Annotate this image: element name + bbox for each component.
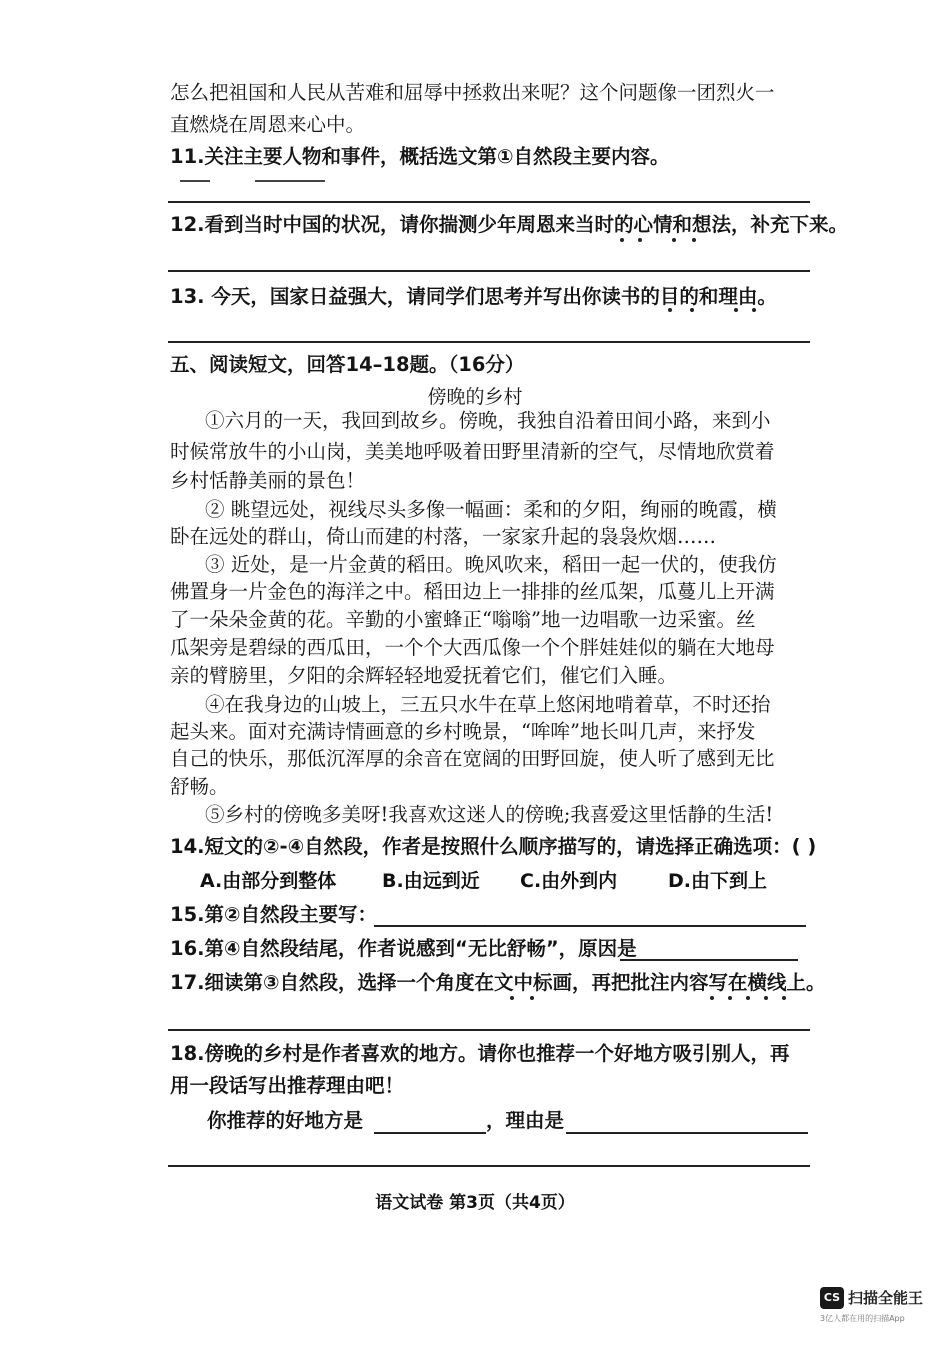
passage-line: 佛置身一片金色的海洋之中。稻田边上一排排的丝瓜架，瓜蔓儿上开满 <box>170 580 775 603</box>
scan-mark <box>180 180 210 182</box>
option-a[interactable]: A.由部分到整体 <box>200 870 337 892</box>
emphasis-dot <box>782 996 786 1000</box>
option-c[interactable]: C.由外到内 <box>520 870 618 892</box>
section-5-heading: 五、阅读短文，回答14–18题。（16分） <box>170 353 525 376</box>
question-18-line-2: 用一段话写出推荐理由吧！ <box>170 1074 405 1097</box>
question-18-line-1: 18.傍晚的乡村是作者喜欢的地方。请你也推荐一个好地方吸引别人，再 <box>170 1042 790 1065</box>
emphasis-dot <box>530 996 534 1000</box>
q18-fill-prompt-b: ，理由是 <box>486 1109 565 1132</box>
passage-line: ⑤乡村的傍晚多美呀!我喜欢这迷人的傍晚;我喜爱这里恬静的生活! <box>205 803 774 826</box>
answer-line-q15[interactable] <box>374 925 806 927</box>
scan-mark <box>255 180 325 182</box>
emphasis-dot <box>710 996 714 1000</box>
question-15: 15.第②自然段主要写： <box>170 903 378 926</box>
passage-line: 舒畅。 <box>170 775 229 798</box>
answer-line-q13[interactable] <box>168 341 810 343</box>
answer-line-q18-extra[interactable] <box>168 1165 810 1167</box>
emphasis-dot <box>620 238 624 242</box>
emphasis-dot <box>672 238 676 242</box>
emphasis-dot <box>690 308 694 312</box>
passage-line: 卧在远处的群山，倚山而建的村落，一家家升起的袅袅炊烟…… <box>170 525 717 548</box>
emphasis-dot <box>764 996 768 1000</box>
page-footer: 语文试卷 第3页（共4页） <box>375 1193 575 1213</box>
question-14: 14.短文的②-④自然段，作者是按照什么顺序描写的，请选择正确选项：( ) <box>170 835 817 858</box>
passage-line: 时候常放牛的小山岗，美美地呼吸着田野里清新的空气，尽情地欣赏着 <box>170 440 775 463</box>
passage-line: 自己的快乐，那低沉浑厚的余音在宽阔的田野回旋，使人听了感到无比 <box>170 747 775 770</box>
emphasis-dot <box>692 238 696 242</box>
passage-line: 乡村恬静美丽的景色！ <box>170 469 366 492</box>
passage-continued-line-1: 怎么把祖国和人民从苦难和屈辱中拯救出来呢？这个问题像一团烈火一 <box>170 81 775 104</box>
emphasis-dot <box>728 996 732 1000</box>
passage-line: ④在我身边的山坡上，三五只水牛在草上悠闲地啃着草，不时还抬 <box>205 693 771 716</box>
emphasis-dot <box>668 308 672 312</box>
emphasis-dot <box>638 238 642 242</box>
question-17: 17.细读第③自然段，选择一个角度在文中标画，再把批注内容写在横线上。 <box>170 971 826 994</box>
passage-line: ①六月的一天，我回到故乡。傍晚，我独自沿着田间小路，来到小 <box>205 409 771 432</box>
passage-line: 瓜架旁是碧绿的西瓜田，一个个大西瓜像一个个胖娃娃似的躺在大地母 <box>170 636 775 659</box>
passage-line: ③ 近处，是一片金黄的稻田。晚风吹来，稻田一起一伏的，使我仿 <box>205 553 777 576</box>
passage-line: ② 眺望远处，视线尽头多像一幅画：柔和的夕阳，绚丽的晚霞，横 <box>205 498 777 521</box>
answer-line-q16[interactable] <box>620 959 798 961</box>
answer-line-q12[interactable] <box>168 270 810 272</box>
passage-line: 了一朵朵金黄的花。辛勤的小蜜蜂正“嗡嗡”地一边唱歌一边采蜜。丝 <box>170 608 756 631</box>
camscanner-logo-icon: CS <box>820 1287 844 1309</box>
emphasis-dot <box>510 996 514 1000</box>
emphasis-dot <box>734 308 738 312</box>
passage-line: 亲的臂膀里，夕阳的余辉轻轻地爱抚着它们，催它们入睡。 <box>170 664 678 687</box>
answer-line-q18-reason[interactable] <box>566 1132 808 1134</box>
answer-line-q11[interactable] <box>168 201 810 203</box>
question-13: 13. 今天，国家日益强大，请同学们思考并写出你读书的目的和理由。 <box>170 285 777 308</box>
emphasis-dot <box>746 996 750 1000</box>
answer-line-q17[interactable] <box>168 1029 810 1031</box>
watermark-name: 扫描全能王 <box>848 1289 924 1307</box>
answer-line-q18-place[interactable] <box>374 1132 486 1134</box>
passage-title: 傍晚的乡村 <box>427 386 523 408</box>
option-b[interactable]: B.由远到近 <box>382 870 480 892</box>
passage-continued-line-2: 直燃烧在周恩来心中。 <box>170 113 366 136</box>
question-11: 11.关注主要人物和事件，概括选文第①自然段主要内容。 <box>170 145 670 168</box>
watermark-tagline: 3亿人都在用的扫描App <box>820 1314 905 1323</box>
emphasis-dot <box>752 308 756 312</box>
passage-line: 起头来。面对充满诗情画意的乡村晚景，“哞哞”地长叫几声，来抒发 <box>170 720 756 743</box>
q18-fill-prompt-a: 你推荐的好地方是 <box>207 1109 364 1132</box>
question-12: 12.看到当时中国的状况，请你揣测少年周恩来当时的心情和想法，补充下来。 <box>170 213 849 236</box>
question-16: 16.第④自然段结尾，作者说感到“无比舒畅”，原因是 <box>170 937 637 960</box>
option-d[interactable]: D.由下到上 <box>668 870 767 892</box>
